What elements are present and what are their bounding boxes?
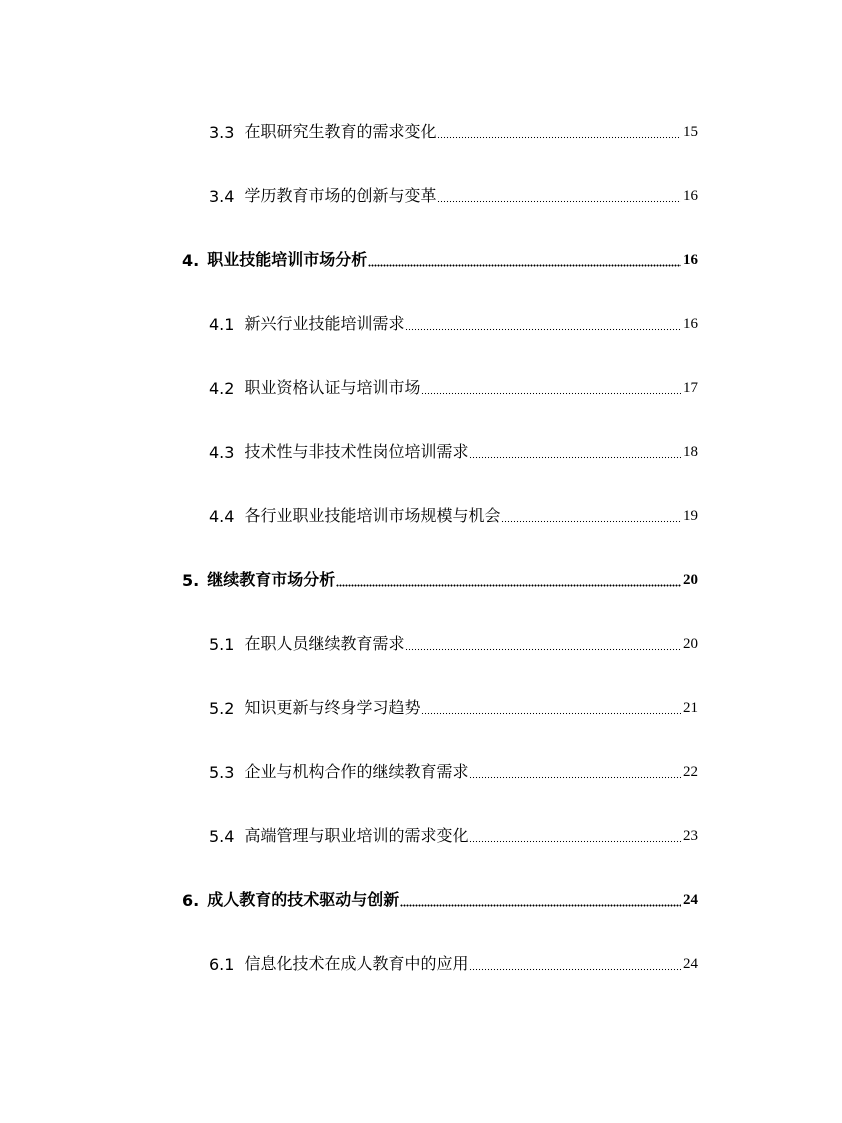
toc-entry-4-3[interactable]: [209, 438, 698, 462]
dot-leader: [437, 119, 681, 139]
dot-leader: [405, 631, 681, 651]
entry-number: 5.1: [209, 635, 235, 654]
dot-leader: [469, 759, 681, 779]
entry-page-number: 15: [683, 124, 698, 140]
toc-entry-5-3[interactable]: [209, 758, 698, 782]
entry-title: 学历教育市场的创新与变革: [244, 186, 437, 205]
dot-leader: [469, 823, 681, 843]
toc-entry-4-2[interactable]: [209, 374, 698, 398]
toc-entry-5-2[interactable]: [209, 694, 698, 718]
entry-page-number: 16: [683, 188, 698, 204]
entry-page-number: 19: [683, 508, 698, 524]
entry-number: 4.4: [209, 507, 235, 526]
entry-number: 4.3: [209, 443, 235, 462]
entry-title: 高端管理与职业培训的需求变化: [244, 826, 469, 845]
toc-entry-6[interactable]: [182, 886, 698, 910]
toc-entry-6-1[interactable]: [209, 950, 698, 974]
toc-entry-4[interactable]: [182, 246, 698, 270]
entry-title: 在职研究生教育的需求变化: [244, 122, 437, 141]
entry-title: 知识更新与终身学习趋势: [244, 698, 421, 717]
entry-page-number: 16: [683, 316, 698, 332]
entry-page-number: 17: [683, 380, 698, 396]
entry-page-number: 16: [683, 252, 698, 268]
entry-title: 新兴行业技能培训需求: [244, 314, 405, 333]
entry-title: 职业技能培训市场分析: [207, 250, 368, 269]
toc-entry-5-1[interactable]: [209, 630, 698, 654]
toc-entry-3-4[interactable]: [209, 182, 698, 206]
entry-number: 6.: [182, 891, 200, 910]
entry-number: 3.4: [209, 187, 235, 206]
entry-title: 各行业职业技能培训市场规模与机会: [244, 506, 501, 525]
toc-entry-3-3[interactable]: [209, 118, 698, 142]
entry-number: 5.4: [209, 827, 235, 846]
entry-title: 在职人员继续教育需求: [244, 634, 405, 653]
entry-title: 企业与机构合作的继续教育需求: [244, 762, 469, 781]
dot-leader: [469, 951, 681, 971]
dot-leader: [421, 695, 681, 715]
toc-entry-4-1[interactable]: [209, 310, 698, 334]
entry-title: 职业资格认证与培训市场: [244, 378, 421, 397]
entry-page-number: 20: [683, 572, 698, 588]
dot-leader: [421, 375, 681, 395]
entry-page-number: 20: [683, 636, 698, 652]
entry-page-number: 18: [683, 444, 698, 460]
dot-leader: [501, 503, 681, 523]
entry-title: 成人教育的技术驱动与创新: [207, 890, 400, 909]
toc-entry-4-4[interactable]: [209, 502, 698, 526]
entry-title: 技术性与非技术性岗位培训需求: [244, 442, 469, 461]
entry-page-number: 24: [683, 892, 698, 908]
entry-number: 6.1: [209, 955, 235, 974]
entry-page-number: 22: [683, 764, 698, 780]
dot-leader: [405, 311, 681, 331]
dot-leader: [437, 183, 681, 203]
entry-page-number: 21: [683, 700, 698, 716]
entry-number: 5.: [182, 571, 200, 590]
entry-number: 4.1: [209, 315, 235, 334]
entry-title: 继续教育市场分析: [207, 570, 336, 589]
entry-page-number: 24: [683, 956, 698, 972]
dot-leader: [336, 567, 681, 587]
entry-page-number: 23: [683, 828, 698, 844]
dot-leader: [400, 887, 681, 907]
toc-entry-5-4[interactable]: [209, 822, 698, 846]
entry-number: 4.2: [209, 379, 235, 398]
entry-number: 5.2: [209, 699, 235, 718]
entry-number: 4.: [182, 251, 200, 270]
toc-entry-5[interactable]: [182, 566, 698, 590]
entry-title: 信息化技术在成人教育中的应用: [244, 954, 469, 973]
dot-leader: [469, 439, 681, 459]
entry-number: 3.3: [209, 123, 235, 142]
dot-leader: [368, 247, 681, 267]
entry-number: 5.3: [209, 763, 235, 782]
